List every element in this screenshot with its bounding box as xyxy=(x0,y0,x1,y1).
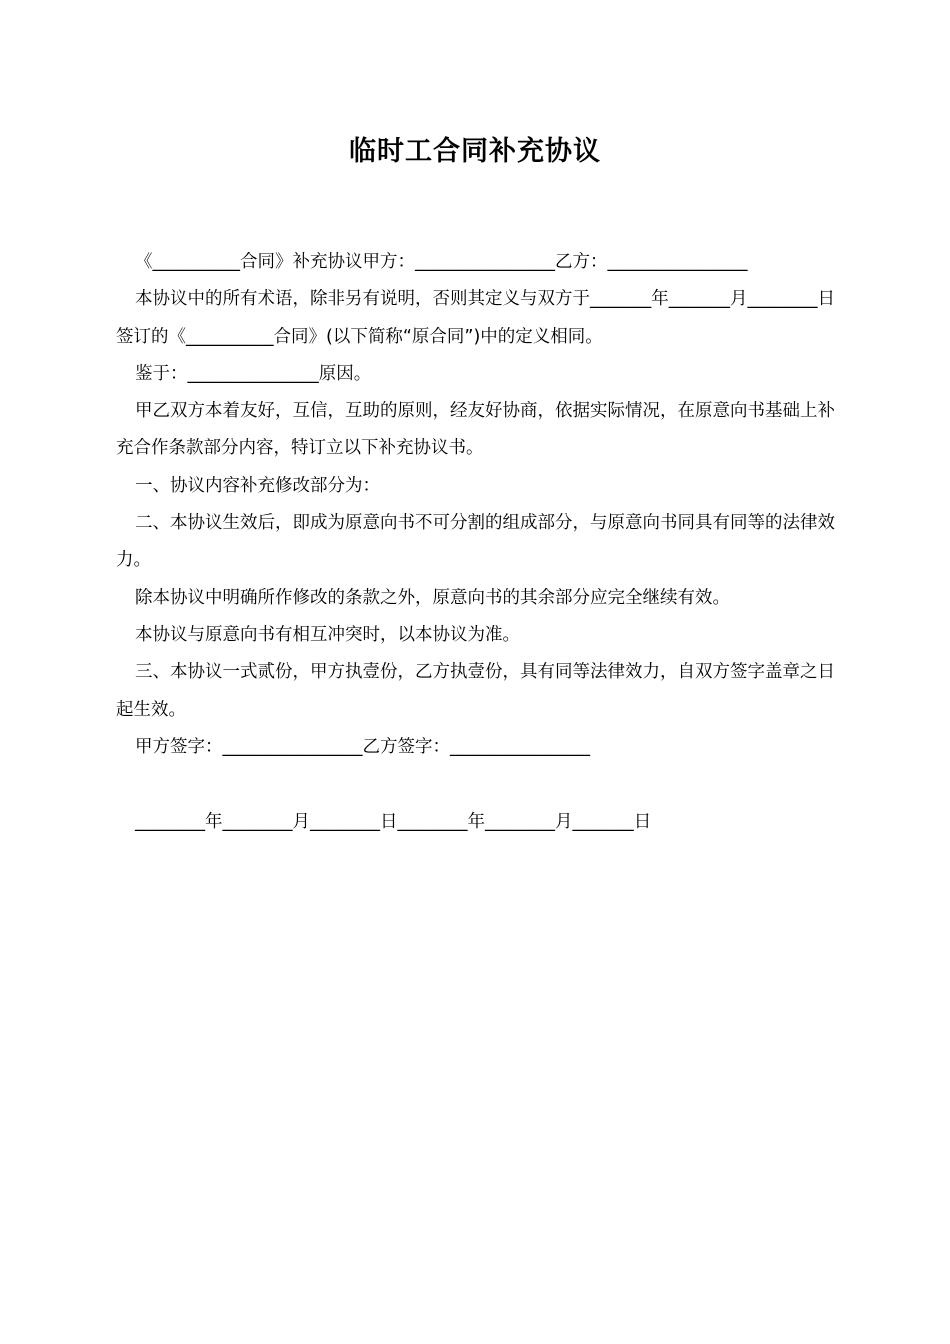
reason-line: 鉴于：_______________原因。 xyxy=(135,363,372,384)
clause-two: 二、本协议生效后，即成为原意向书不可分割的组成部分，与原意向书同具有同等的法律效力。 xyxy=(116,513,835,571)
terms-definition-paragraph: 本协议中的所有术语，除非另有说明，否则其定义与双方于_______年_______月________日签订的《__________合同》(以下简称“原合同”)中的定义相同。 xyxy=(116,289,835,347)
signature-line: 甲方签字：________________乙方签字：________________ xyxy=(135,736,590,757)
conflict-paragraph: 本协议与原意向书有相互冲突时，以本协议为准。 xyxy=(135,624,520,645)
document-title: 临时工合同补充协议 xyxy=(349,136,601,167)
agreement-parties-line: 《__________合同》补充协议甲方：________________乙方：________________ xyxy=(135,252,748,272)
principle-paragraph: 甲乙双方本着友好，互信，互助的原则，经友好协商，依据实际情况，在原意向书基础上补充合作条款部分内容，特订立以下补充协议书。 xyxy=(116,401,835,459)
clause-three: 三、本协议一式贰份，甲方执壹份，乙方执壹份，具有同等法律效力，自双方签字盖章之日起生效。 xyxy=(116,662,835,720)
remaining-validity-paragraph: 除本协议中明确所作修改的条款之外，原意向书的其余部分应完全继续有效。 xyxy=(135,587,730,608)
clause-one: 一、协议内容补充修改部分为： xyxy=(135,475,380,496)
document-body xyxy=(116,244,836,766)
signature-date-line: ________年________月________日________年________月_______日 xyxy=(135,812,652,832)
